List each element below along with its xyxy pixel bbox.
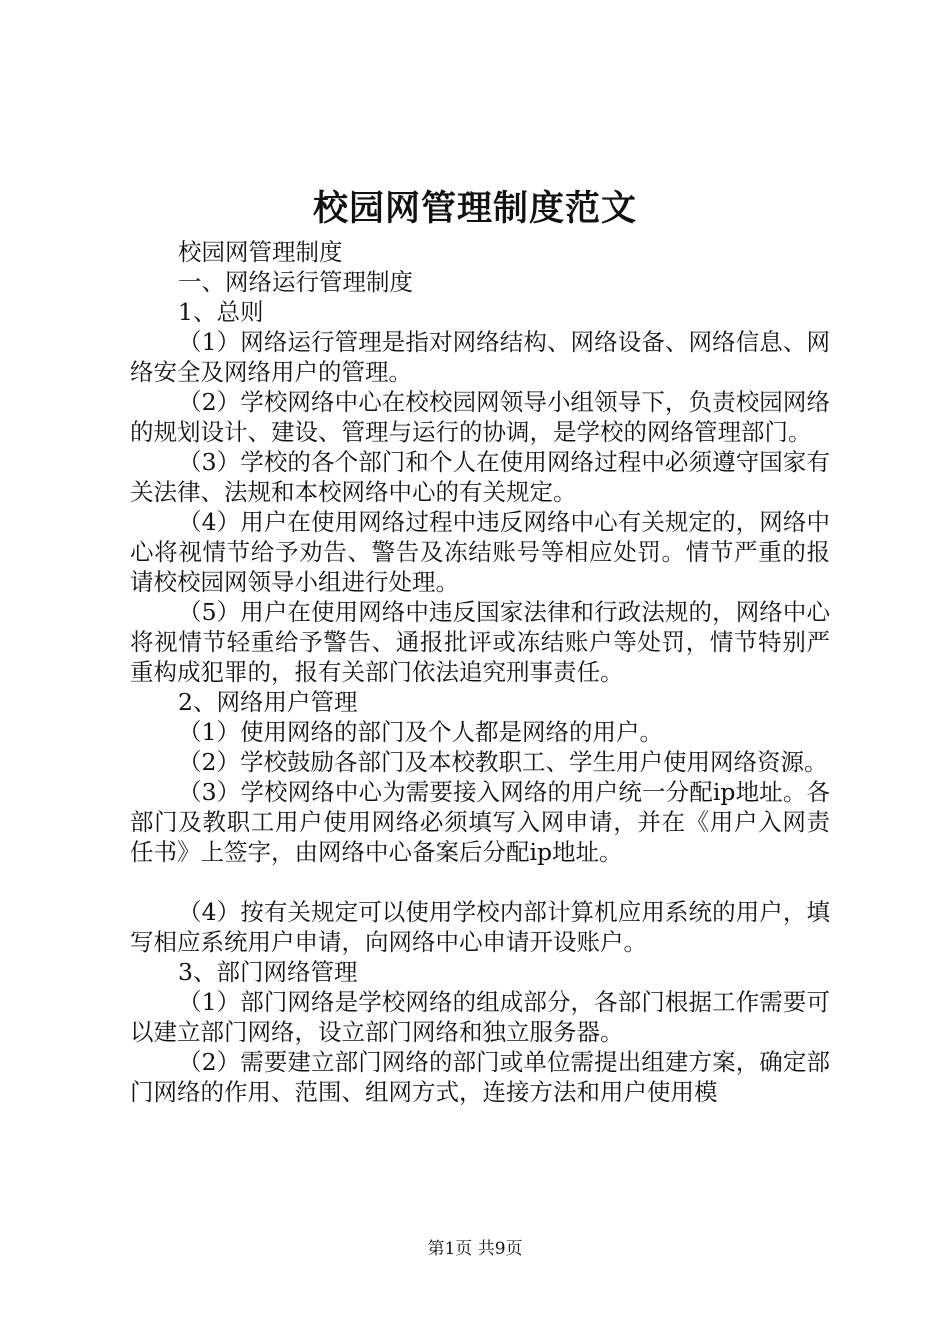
paragraph: （1）网络运行管理是指对网络结构、网络设备、网络信息、网络安全及网络用户的管理。	[130, 328, 830, 386]
section-heading: 一、网络运行管理制度	[178, 268, 413, 296]
subsection-heading: 1、总则	[178, 298, 264, 326]
paragraph: （4）用户在使用网络过程中违反网络中心有关规定的，网络中心将视情节给予劝告、警告及冻结账号等相应处罚。情节严重的报请校校园网领导小组进行处理。	[130, 508, 830, 596]
paragraph: （3）学校的各个部门和个人在使用网络过程中必须遵守国家有关法律、法规和本校网络中心的有关规定。	[130, 448, 830, 506]
paragraph: （2）学校鼓励各部门及本校教职工、学生用户使用网络资源。	[178, 748, 828, 776]
subsection-heading: 2、网络用户管理	[178, 688, 358, 716]
document-body	[130, 237, 830, 1107]
document-title: 校园网管理制度范文	[312, 188, 637, 229]
paragraph: 校园网管理制度	[178, 238, 343, 266]
subsection-heading: 3、部门网络管理	[178, 958, 358, 986]
paragraph: （5）用户在使用网络中违反国家法律和行政法规的，网络中心将视情节轻重给予警告、通报批评或冻结账户等处罚，情节特别严重构成犯罪的，报有关部门依法追究刑事责任。	[130, 598, 830, 686]
paragraph: （1）使用网络的部门及个人都是网络的用户。	[178, 718, 663, 746]
paragraph: （3）学校网络中心为需要接入网络的用户统一分配ip地址。各部门及教职工用户使用网络必须填写入网申请，并在《用户入网责任书》上签字，由网络中心备案后分配ip地址。	[130, 778, 830, 866]
paragraph: （2）需要建立部门网络的部门或单位需提出组建方案，确定部门网络的作用、范围、组网方式，连接方法和用户使用模	[130, 1048, 830, 1106]
paragraph: （2）学校网络中心在校校园网领导小组领导下，负责校园网络的规划设计、建设、管理与运行的协调，是学校的网络管理部门。	[130, 388, 830, 446]
blank-line	[130, 867, 830, 897]
page-footer: 第1页 共9页	[427, 1239, 523, 1259]
paragraph: （4）按有关规定可以使用学校内部计算机应用系统的用户，填写相应系统用户申请，向网络中心申请开设账户。	[130, 898, 830, 956]
paragraph: （1）部门网络是学校网络的组成部分，各部门根据工作需要可以建立部门网络，设立部门网络和独立服务器。	[130, 988, 830, 1046]
